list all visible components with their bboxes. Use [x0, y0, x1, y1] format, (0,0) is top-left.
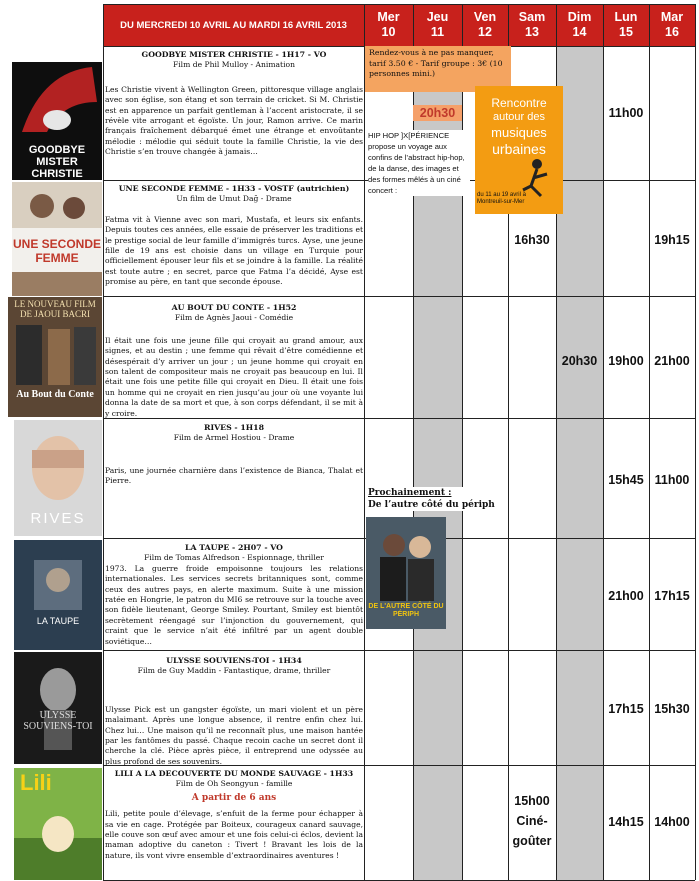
festival-line: musiques	[491, 125, 547, 140]
film-synopsis: Fatma vit à Vienne avec son mari, Mustafa, et leurs six enfants. Depuis toutes ces années, elle essaie de préserver les traditions et le prestige social de leur famille d’immigrés turcs. Ayse, une jeune fille de 19 ans est choisie dans un village en Turquie pour officiellement épouser leur fils et se joindre à la famille. La réalité est toute autre ; en secret, parce que Fatma l’a décidé, Ayse est promise au père, en tant que seconde épouse.	[105, 214, 363, 287]
showtime-conte-mar[interactable]: 21h00	[654, 354, 690, 368]
poster-title: GOODBYE MISTER CHRISTIE	[28, 144, 86, 180]
day-name: Jeu	[426, 10, 449, 24]
showtime-seconde-mar[interactable]: 19h15	[654, 233, 690, 247]
film-title: UNE SECONDE FEMME - 1H33 - VOSTF (autrichien)	[118, 184, 350, 193]
festival-line: Rencontre	[491, 96, 547, 110]
poster-title: Au Bout du Conte	[16, 389, 94, 400]
poster-tagline: LE NOUVEAU FILM DE JAOUI BACRI	[14, 299, 96, 319]
film-synopsis: 1973. La guerre froide empoisonne toujours les relations internationales. Les services secrets britanniques sont, comme ceux des autres pays, en alerte maximum. Suite à une mission ratée en Hongrie, le patron du MI6 se retrouve sur la touche avec son fidèle lieutenant, George Smiley. Pourtant, Smiley est bientôt secrètement réengagé sur l’injonction du gouvernement, qui craint que le service n’ait été infiltré par un agent double soviétique…	[105, 563, 363, 646]
showtime-lili-sam[interactable]	[508, 791, 556, 851]
showtime-ulysse-mar[interactable]: 15h30	[654, 702, 690, 716]
rendezvous-note: Rendez-vous à ne pas manquer, tarif 3.50 € - Tarif groupe : 3€ (10 personnes mini.)	[365, 46, 511, 92]
poster-rives[interactable]	[14, 420, 102, 536]
film-credit: Film de Tomas Alfredson - Espionnage, thriller	[144, 553, 324, 563]
poster-title: LA TAUPE	[36, 616, 80, 626]
film-synopsis: Les Christie vivent à Wellington Green, pittoresque village anglais avec son église, son étang et son terrain de cricket. Si M. Christie est en apparence un parfait gentleman à l’accent aristocrate, il se révèle vite arrogant et égoïste. Un jour, Ramon arrive. Ce marin français fraîchement débarqué émet une étrange et envoûtante mélodie : mélodie qui séduit toute la famille Christie, la vie des Christie s’en trouve changée à jamais…	[105, 84, 363, 157]
showtime-conte-dim[interactable]: 20h30	[561, 354, 598, 368]
film-une-seconde-femme	[105, 184, 363, 288]
film-synopsis: Ulysse Pick est un gangster égoïste, un mari violent et un père malaimant. Après une longue absence, il rentre enfin chez lui. Chez lui… Une maison qu’il ne reconnaît plus, une maison hantée par les fantômes du passé. Chaque recoin cache un secret dont il cherche la clé. Pièce après pièce, il entreprend une odyssée au plus profond de ses souvenirs.	[105, 704, 363, 766]
day-num: 11	[430, 25, 445, 39]
poster-title: ULYSSE SOUVIENS-TOI	[23, 710, 93, 732]
day-num: 15	[619, 25, 633, 39]
film-credit: Un film de Umut Dağ - Drame	[176, 194, 292, 204]
day-num: 13	[525, 25, 539, 39]
day-ven	[462, 4, 508, 46]
day-jeu	[413, 4, 462, 46]
day-mar	[649, 4, 695, 46]
showtime-taupe-mar[interactable]: 17h15	[654, 589, 690, 603]
poster-art	[14, 652, 102, 764]
showtime-lili-sam-label: goûter	[512, 834, 552, 848]
film-la-taupe	[105, 543, 363, 647]
film-credit: Film de Guy Maddin - Fantastique, drame, thriller	[137, 666, 331, 676]
film-lili	[105, 769, 363, 861]
column-divider	[649, 4, 650, 880]
poster-la-taupe[interactable]	[14, 540, 102, 650]
day-dim	[556, 4, 603, 46]
film-title: RIVES - 1H18	[203, 423, 265, 432]
poster-title: DE L'AUTRE CÔTÉ DU PÉRIPH	[368, 603, 444, 618]
column-divider	[695, 4, 696, 880]
showtime-rives-mar[interactable]: 11h00	[654, 473, 690, 487]
day-name: Dim	[567, 10, 592, 24]
coming-soon-note	[368, 487, 498, 511]
festival-dates: du 11 au 19 avril à Montreuil-sur-Mer	[477, 192, 526, 205]
hiphop-note: HIP HOP ]X[PÉRIENCE propose un voyage aux confins de l’abstract hip-hop, de la danse, des images et des formes mêlés à un ciné concert :	[368, 130, 470, 196]
film-synopsis: Il était une fois une jeune fille qui croyait au grand amour, aux signes, et au destin ; une femme qui rêvait d’être comédienne et désespérait d’y arriver un jour ; un jeune homme qui croyait en son talent de compositeur mais ne croyait pas beaucoup en lui. Il était une fois une petite fille qui croyait en Dieu. Il était une fois un homme qui ne croyait en rien jusqu’au jour où une voyante lui donna la date de sa mort et que, à son corps défendant, il se mit à y croire.	[105, 335, 363, 418]
day-sam	[508, 4, 556, 46]
poster-title: RIVES	[30, 510, 86, 527]
film-title: AU BOUT DU CONTE - 1H52	[171, 303, 297, 312]
row-divider	[103, 296, 695, 297]
film-title: LA TAUPE - 2H07 - VO	[185, 543, 283, 552]
showtime-lili-lun[interactable]: 14h15	[608, 815, 644, 829]
film-synopsis: Paris, une journée charnière dans l’existence de Bianca, Thalat et Pierre.	[105, 465, 363, 486]
poster-au-bout-du-conte[interactable]	[8, 297, 102, 417]
showtime-taupe-lun[interactable]: 21h00	[608, 589, 644, 603]
sunday-column-shade	[556, 46, 603, 881]
day-num: 16	[665, 25, 679, 39]
festival-line: urbaines	[492, 141, 546, 157]
film-credit: Film de Phil Mulloy - Animation	[172, 60, 296, 70]
day-name: Lun	[614, 10, 638, 24]
film-credit: Film de Agnès Jaoui - Comédie	[174, 313, 294, 323]
showtime-lili-sam-label: Ciné-	[516, 814, 548, 828]
film-ulysse-souviens-toi	[105, 656, 363, 767]
film-rives	[105, 423, 363, 487]
row-divider	[103, 650, 695, 651]
poster-de-l-autre-cote-du-periph[interactable]	[366, 517, 446, 629]
row-divider	[103, 4, 695, 5]
poster-lili[interactable]	[14, 768, 102, 880]
festival-poster[interactable]	[475, 86, 563, 214]
showtime-rives-lun[interactable]: 15h45	[608, 473, 644, 487]
day-num: 10	[381, 25, 396, 39]
day-name: Mar	[660, 10, 684, 24]
showtime-seconde-sam[interactable]: 16h30	[514, 233, 550, 247]
column-divider	[364, 4, 365, 880]
film-title: LILI A LA DECOUVERTE DU MONDE SAUVAGE - 1H33	[114, 769, 354, 778]
poster-title: Lili	[20, 770, 52, 795]
showtime-conte-lun[interactable]: 19h00	[608, 354, 644, 368]
showtime-goodbye-lun[interactable]: 11h00	[608, 106, 644, 120]
film-title: ULYSSE SOUVIENS-TOI - 1H34	[166, 656, 302, 665]
day-name: Sam	[518, 10, 546, 24]
week-title: DU MERCREDI 10 AVRIL AU MARDI 16 AVRIL 2013	[120, 19, 347, 31]
day-mer	[364, 4, 413, 46]
film-age: A partir de 6 ans	[191, 792, 277, 803]
showtime-ulysse-lun[interactable]: 17h15	[608, 702, 644, 716]
showtime-lili-sam-time: 15h00	[514, 794, 550, 808]
showtime-goodbye-jeu[interactable]: 20h30	[413, 105, 462, 121]
day-name: Ven	[473, 10, 497, 24]
coming-soon-heading: Prochainement :	[368, 488, 452, 498]
film-credit: Film de Armel Hostiou - Drame	[173, 433, 295, 443]
poster-art	[14, 540, 102, 650]
film-au-bout-du-conte	[105, 303, 363, 419]
day-num: 14	[572, 25, 587, 39]
film-credit: Film de Oh Seongyun - famille	[175, 779, 293, 789]
column-divider	[603, 4, 604, 880]
poster-title: UNE SECONDE FEMME	[12, 237, 101, 265]
coming-soon-title: De l’autre côté du périph	[368, 500, 495, 510]
festival-line: autour des	[493, 111, 545, 123]
day-name: Mer	[377, 10, 400, 24]
day-num: 12	[478, 25, 492, 39]
showtime-lili-mar[interactable]: 14h00	[654, 815, 690, 829]
column-divider	[103, 4, 104, 880]
poster-ulysse-souviens-toi[interactable]	[14, 652, 102, 764]
poster-une-seconde-femme[interactable]	[12, 182, 102, 296]
film-synopsis: Lili, petite poule d’élevage, s’enfuit de la ferme pour échapper à sa vie en cage. Protégée par Boiteux, courageux canard sauvage, elle couve son œuf avec amour et une fois celui-ci éclos, devient la maman adoptive du caneton : Tivert ! Bravant les lois de la nature, ils vont vivre ensemble d’extraordinaires aventures !	[105, 809, 363, 860]
film-title: GOODBYE MISTER CHRISTIE - 1H17 - VO	[141, 50, 327, 59]
day-lun	[603, 4, 649, 46]
poster-goodbye-mister-christie[interactable]	[12, 62, 102, 180]
film-goodbye-mister-christie	[105, 50, 363, 158]
